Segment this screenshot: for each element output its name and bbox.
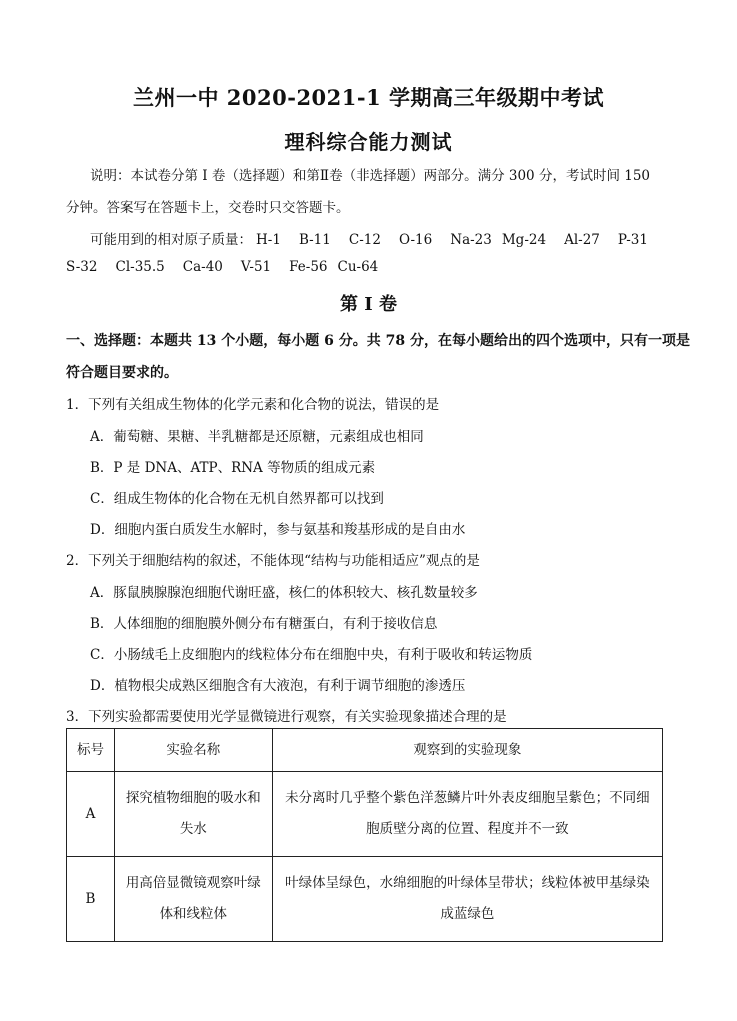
atomic-mass: Fe-56: [289, 259, 328, 275]
instructions-line-2: 分钟。答案写在答题卡上，交卷时只交答题卡。: [66, 200, 350, 216]
question-1-stem: 1．下列有关组成生物体的化学元素和化合物的说法，错误的是: [66, 397, 440, 413]
section-title: 第 I 卷: [340, 294, 397, 315]
table-cell-observation: [272, 857, 662, 942]
table-text: 胞质壁分离的位置、程度并不一致: [366, 821, 569, 837]
atomic-mass: Na-23: [450, 232, 492, 248]
table-cell-label: A: [67, 772, 115, 857]
atomic-mass: Cl-35.5: [115, 259, 165, 275]
table-cell-label: B: [67, 857, 115, 942]
question-2-stem: 2．下列关于细胞结构的叙述，不能体现“结构与功能相适应”观点的是: [66, 553, 480, 569]
atomic-mass: S-32: [66, 259, 98, 275]
question-3-table: [66, 728, 663, 942]
atomic-mass-row-1: [90, 228, 666, 248]
atomic-mass: Mg-24: [501, 232, 547, 248]
atomic-mass: V-51: [240, 259, 272, 275]
question-2-option-a: A．豚鼠胰腺腺泡细胞代谢旺盛，核仁的体积较大、核孔数量较多: [90, 585, 478, 601]
table-cell-name: [114, 857, 272, 942]
atomic-mass: Ca-40: [182, 259, 223, 275]
section-intro-line-2: 符合题目要求的。: [66, 365, 178, 381]
table-text: 体和线粒体: [159, 906, 228, 922]
question-2-option-b: B．人体细胞的细胞膜外侧分布有糖蛋白，有利于接收信息: [90, 616, 438, 632]
question-1-option-d: D．细胞内蛋白质发生水解时，参与氨基和羧基形成的是自由水: [90, 522, 466, 538]
table-cell-observation: [272, 772, 662, 857]
table-header-row: [67, 729, 663, 772]
question-2-option-d: D．植物根尖成熟区细胞含有大液泡，有利于调节细胞的渗透压: [90, 678, 466, 694]
section-intro-line-1: 一、选择题：本题共 13 个小题，每小题 6 分。共 78 分，在每小题给出的四个选项中，只有一项是: [66, 333, 690, 349]
atomic-mass: P-31: [617, 232, 648, 248]
atomic-mass: Cu-64: [337, 259, 379, 275]
table-header-cell: 观察到的实验现象: [272, 729, 662, 772]
question-1-option-c: C．组成生物体的化合物在无机自然界都可以找到: [90, 491, 384, 507]
atomic-mass-row-2: [66, 259, 396, 275]
question-3-stem: 3．下列实验都需要使用光学显微镜进行观察，有关实验现象描述合理的是: [66, 709, 507, 725]
atomic-mass: O-16: [398, 232, 433, 248]
table-header-cell: 标号: [67, 729, 115, 772]
table-text: 用高倍显微镜观察叶绿: [125, 875, 261, 891]
table-text: 探究植物细胞的吸水和: [125, 790, 261, 806]
table-header-cell: 实验名称: [114, 729, 272, 772]
exam-subtitle: 理科综合能力测试: [284, 130, 453, 154]
exam-title: 兰州一中 2020-2021-1 学期高三年级期中考试: [132, 85, 605, 110]
table-row: [67, 772, 663, 857]
question-2-option-c: C．小肠绒毛上皮细胞内的线粒体分布在细胞中央，有利于吸收和转运物质: [90, 647, 533, 663]
table-row: [67, 857, 663, 942]
question-1-option-a: A．葡萄糖、果糖、半乳糖都是还原糖，元素组成也相同: [90, 429, 424, 445]
atomic-mass: B-11: [298, 232, 331, 248]
atomic-mass: H-1: [256, 232, 281, 248]
atomic-mass: C-12: [348, 232, 381, 248]
table-text: 叶绿体呈绿色，水绵细胞的叶绿体呈带状；线粒体被甲基绿染: [285, 875, 650, 891]
table-cell-name: [114, 772, 272, 857]
atomic-mass: Al-27: [564, 232, 600, 248]
table-text: 成蓝绿色: [440, 906, 495, 922]
instructions-line-1: 说明：本试卷分第 I 卷（选择题）和第Ⅱ卷（非选择题）两部分。满分 300 分，考试时间 150: [90, 168, 650, 184]
atomic-mass-label: 可能用到的相对原子质量：: [90, 232, 252, 248]
question-1-option-b: B．P 是 DNA、ATP、RNA 等物质的组成元素: [90, 460, 376, 476]
table-text: 未分离时几乎整个紫色洋葱鳞片叶外表皮细胞呈紫色；不同细: [285, 790, 650, 806]
table-text: 失水: [179, 821, 207, 837]
